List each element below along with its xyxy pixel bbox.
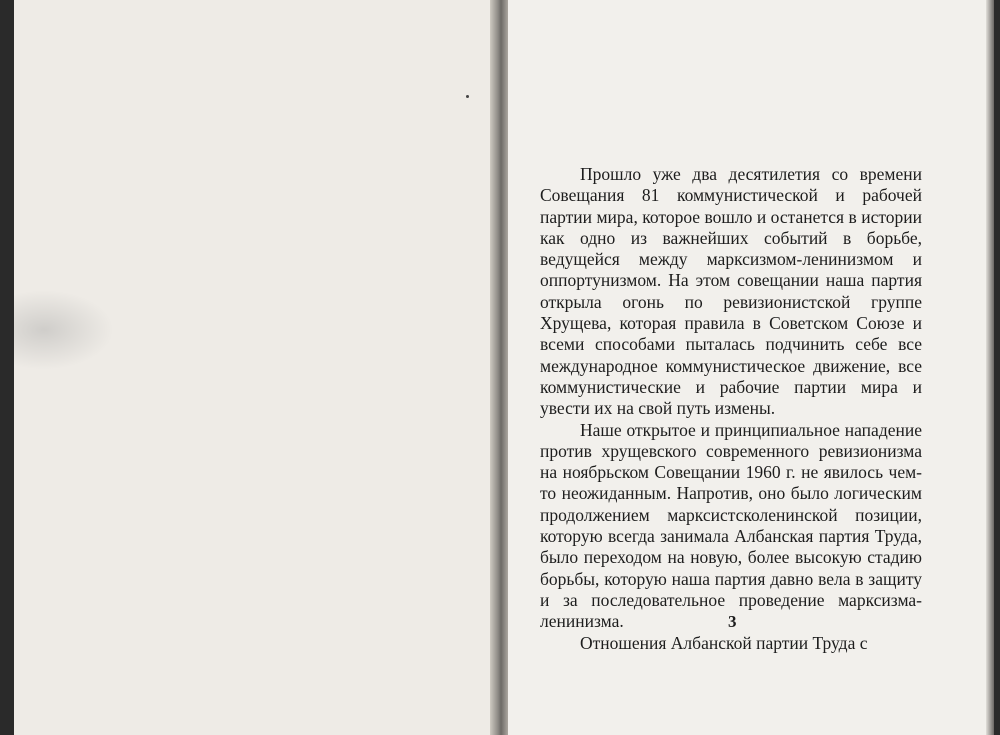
paragraph: Прошло уже два десятилетия со времени Совещания 81 коммунистической и рабочей партии мира, которое вошло и останется в истории как одно из важнейших событий в борьбе, ведущейся между марксизмом-ленинизмом и оппортунизмом. На этом совещании наша партия открыла огонь по ревизионистской группе Хрущева, которая правила в Советском Союзе и всеми способами пыталась подчинить себе все международное коммунистическое движение, все коммунистические и рабочие партии мира и увести их на свой путь измены. bbox=[540, 164, 922, 419]
body-text bbox=[540, 164, 922, 654]
right-page bbox=[508, 0, 994, 735]
book-gutter bbox=[490, 0, 510, 735]
paragraph: Наше открытое и принципиальное нападение против хрущевского современного ревизионизма на ноябрьском Совещании 1960 г. не явилось чем-то неожиданным. Напротив, оно было логическим продолжением марксистсколенинской позиции, которую всегда занимала Албанская партия Труда, было переходом на новую, более высокую стадию борьбы, которую наша партия давно вела в защиту и за последовательное проведение марксизма-ленинизма. bbox=[540, 419, 922, 632]
page-edge bbox=[986, 0, 994, 735]
left-page bbox=[14, 0, 496, 735]
page-number: 3 bbox=[728, 612, 737, 631]
paragraph: Отношения Албанской партии Труда с bbox=[580, 632, 868, 653]
page-speck bbox=[466, 95, 469, 98]
page-smudge bbox=[14, 290, 114, 370]
